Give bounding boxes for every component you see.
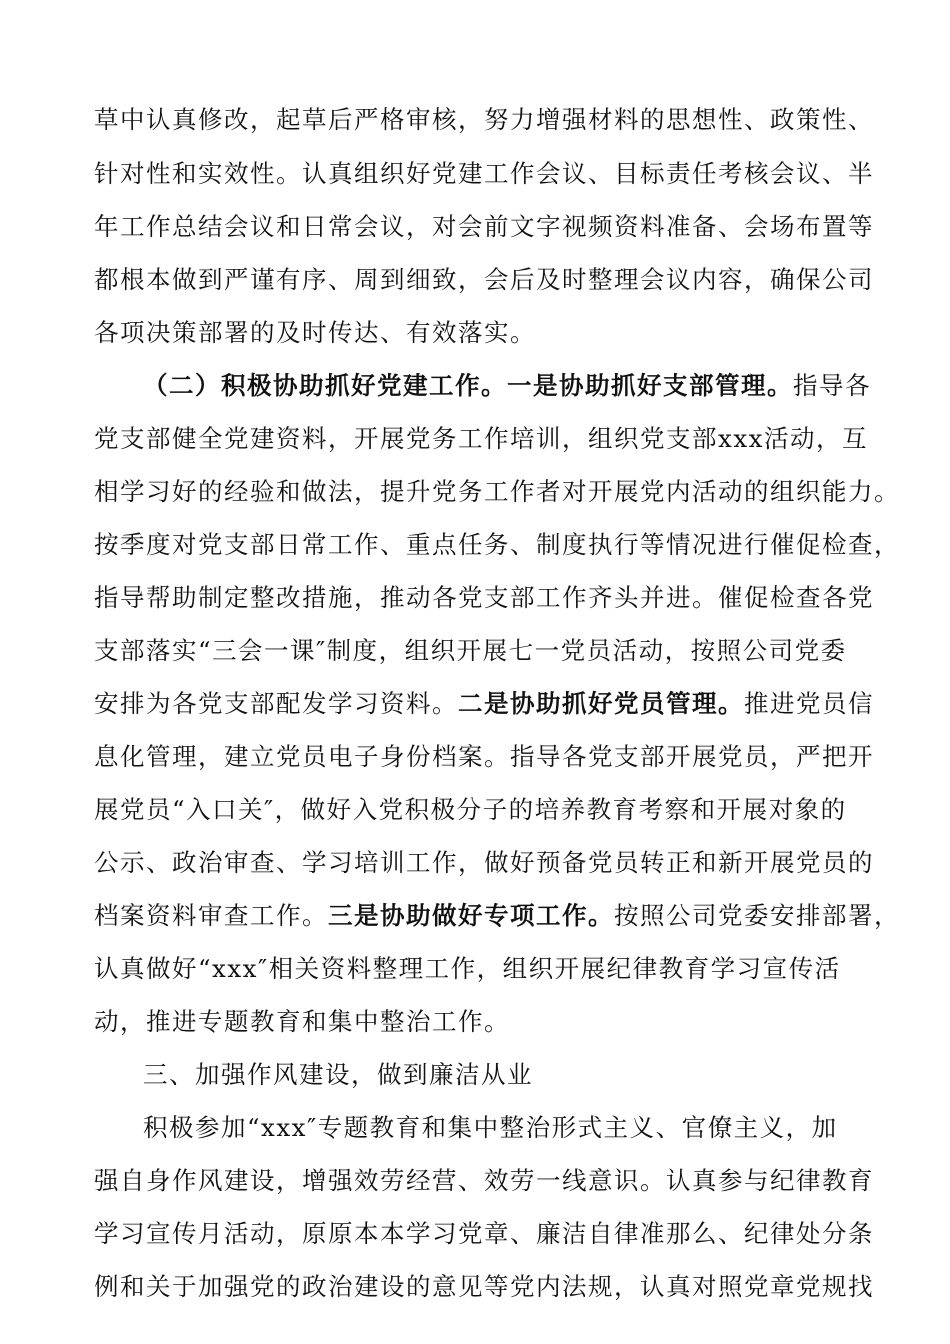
paragraph-line: 认真做好“xxx″相关资料整理工作，组织开展纪律教育学习宣传活 (94, 954, 841, 983)
paragraph-line: 都根本做到严谨有序、周到细致，会后及时整理会议内容，确保公司 (94, 265, 874, 294)
paragraph-line: 例和关于加强党的政治建设的意见等党内法规，认真对照党章党规找 (94, 1272, 874, 1301)
paragraph-line: 各项决策部署的及时传达、有效落实。 (94, 318, 536, 347)
paragraph-line: 强自身作风建设，增强效劳经营、效劳一线意识。认真参与纪律教育 (94, 1166, 874, 1195)
subheading-bold: （二）积极协助抓好党建工作。一是协助抓好支部管理。 (143, 371, 793, 400)
paragraph-text: 档案资料审查工作。 (94, 901, 328, 930)
bold-phrase: 二是协助抓好党员管理。 (458, 689, 744, 718)
paragraph-line: 草中认真修改，起草后严格审核，努力增强材料的思想性、政策性、 (94, 105, 874, 134)
paragraph-line: 积极参加“xxx″专题教育和集中整治形式主义、官僚主义，加 (143, 1113, 838, 1142)
paragraph-line: 动，推进专题教育和集中整治工作。 (94, 1007, 510, 1036)
paragraph-text: 推进党员信 (744, 689, 874, 718)
paragraph-line: 相学习好的经验和做法，提升党务工作者对开展党内活动的组织能力。 (94, 477, 900, 506)
paragraph-line (94, 684, 874, 724)
paragraph-line: 学习宣传月活动，原原本本学习党章、廉洁自律准那么、纪律处分条 (94, 1219, 874, 1248)
paragraph-line: 指导帮助制定整改措施，推动各党支部工作齐头并进。催促检查各党 (94, 583, 874, 612)
paragraph-line: 展党员“入口关″，做好入党积极分子的培养教育考察和开展对象的 (94, 795, 847, 824)
paragraph-text: 按照公司党委安排部署， (614, 901, 900, 930)
bold-phrase: 三是协助做好专项工作。 (328, 901, 614, 930)
paragraph-line (143, 366, 871, 406)
paragraph-line: 支部落实“三会一课″制度，组织开展七一党员活动，按照公司党委 (94, 636, 847, 665)
paragraph-text: 指导各 (793, 371, 871, 400)
paragraph-line: 公示、政治审查、学习培训工作，做好预备党员转正和新开展党员的 (94, 848, 874, 877)
paragraph-line: 针对性和实效性。认真组织好党建工作会议、目标责任考核会议、半 (94, 159, 874, 188)
paragraph-line: 息化管理，建立党员电子身份档案。指导各党支部开展党员，严把开 (94, 742, 874, 771)
paragraph-line: 年工作总结会议和日常会议，对会前文字视频资料准备、会场布置等 (94, 212, 874, 241)
paragraph-text: 安排为各党支部配发学习资料。 (94, 689, 458, 718)
paragraph-line (94, 896, 900, 936)
paragraph-line: 按季度对党支部日常工作、重点任务、制度执行等情况进行催促检查， (94, 530, 900, 559)
section-heading: 三、加强作风建设，做到廉洁从业 (143, 1060, 533, 1089)
paragraph-line: 党支部健全党建资料，开展党务工作培训，组织党支部xxx活动，互 (94, 424, 868, 453)
